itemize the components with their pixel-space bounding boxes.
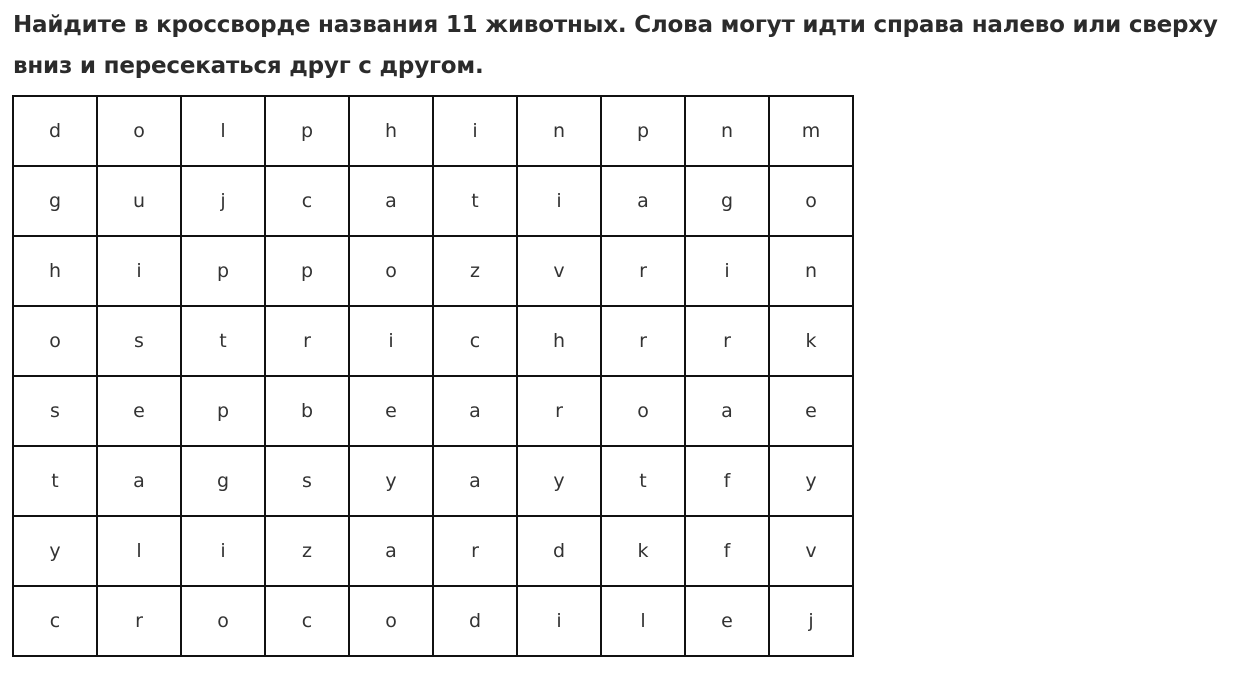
- crossword-cell: y: [769, 446, 853, 516]
- crossword-cell: g: [181, 446, 265, 516]
- crossword-cell: s: [265, 446, 349, 516]
- crossword-cell: t: [433, 166, 517, 236]
- crossword-cell: d: [517, 516, 601, 586]
- crossword-cell: c: [265, 166, 349, 236]
- crossword-cell: o: [769, 166, 853, 236]
- crossword-cell: f: [685, 516, 769, 586]
- crossword-row: [13, 376, 853, 446]
- crossword-grid: [12, 95, 854, 657]
- crossword-cell: v: [517, 236, 601, 306]
- crossword-cell: n: [517, 96, 601, 166]
- crossword-cell: p: [265, 236, 349, 306]
- crossword-cell: h: [517, 306, 601, 376]
- crossword-cell: e: [349, 376, 433, 446]
- crossword-cell: y: [13, 516, 97, 586]
- crossword-cell: o: [349, 586, 433, 656]
- crossword-cell: y: [517, 446, 601, 516]
- crossword-cell: b: [265, 376, 349, 446]
- crossword-cell: e: [685, 586, 769, 656]
- crossword-cell: l: [97, 516, 181, 586]
- crossword-cell: a: [433, 446, 517, 516]
- crossword-cell: j: [181, 166, 265, 236]
- crossword-cell: o: [349, 236, 433, 306]
- crossword-cell: f: [685, 446, 769, 516]
- crossword-cell: p: [181, 236, 265, 306]
- crossword-row: [13, 236, 853, 306]
- crossword-cell: i: [349, 306, 433, 376]
- crossword-cell: d: [433, 586, 517, 656]
- crossword-cell: c: [13, 586, 97, 656]
- crossword-cell: o: [181, 586, 265, 656]
- crossword-cell: r: [265, 306, 349, 376]
- crossword-cell: e: [769, 376, 853, 446]
- crossword-cell: n: [685, 96, 769, 166]
- crossword-cell: a: [433, 376, 517, 446]
- crossword-cell: r: [685, 306, 769, 376]
- crossword-cell: a: [685, 376, 769, 446]
- crossword-cell: u: [97, 166, 181, 236]
- crossword-cell: k: [769, 306, 853, 376]
- crossword-grid-container: [12, 95, 854, 657]
- crossword-cell: p: [181, 376, 265, 446]
- crossword-cell: o: [97, 96, 181, 166]
- crossword-cell: a: [601, 166, 685, 236]
- crossword-cell: c: [433, 306, 517, 376]
- crossword-cell: h: [349, 96, 433, 166]
- crossword-cell: o: [601, 376, 685, 446]
- task-instruction: Найдите в кроссворде названия 11 животных. Слова могут идти справа налево или сверху вниз и пересекаться друг с другом.: [13, 12, 1218, 79]
- crossword-cell: i: [685, 236, 769, 306]
- crossword-cell: r: [433, 516, 517, 586]
- crossword-cell: r: [601, 236, 685, 306]
- crossword-cell: r: [517, 376, 601, 446]
- crossword-cell: i: [517, 166, 601, 236]
- crossword-cell: l: [181, 96, 265, 166]
- crossword-cell: a: [97, 446, 181, 516]
- crossword-cell: n: [769, 236, 853, 306]
- crossword-cell: z: [265, 516, 349, 586]
- crossword-row: [13, 166, 853, 236]
- crossword-cell: m: [769, 96, 853, 166]
- crossword-row: [13, 96, 853, 166]
- crossword-cell: z: [433, 236, 517, 306]
- crossword-cell: r: [601, 306, 685, 376]
- crossword-cell: a: [349, 166, 433, 236]
- crossword-cell: p: [265, 96, 349, 166]
- crossword-cell: r: [97, 586, 181, 656]
- crossword-cell: p: [601, 96, 685, 166]
- crossword-cell: a: [349, 516, 433, 586]
- crossword-cell: c: [265, 586, 349, 656]
- crossword-row: [13, 446, 853, 516]
- crossword-cell: s: [13, 376, 97, 446]
- crossword-cell: o: [13, 306, 97, 376]
- crossword-cell: t: [13, 446, 97, 516]
- crossword-row: [13, 516, 853, 586]
- crossword-row: [13, 586, 853, 656]
- crossword-cell: d: [13, 96, 97, 166]
- crossword-cell: g: [685, 166, 769, 236]
- crossword-cell: s: [97, 306, 181, 376]
- crossword-cell: g: [13, 166, 97, 236]
- crossword-cell: i: [97, 236, 181, 306]
- crossword-cell: i: [181, 516, 265, 586]
- crossword-cell: h: [13, 236, 97, 306]
- crossword-cell: i: [433, 96, 517, 166]
- crossword-cell: i: [517, 586, 601, 656]
- crossword-cell: j: [769, 586, 853, 656]
- crossword-cell: y: [349, 446, 433, 516]
- crossword-cell: e: [97, 376, 181, 446]
- crossword-row: [13, 306, 853, 376]
- crossword-cell: l: [601, 586, 685, 656]
- crossword-cell: t: [601, 446, 685, 516]
- crossword-cell: k: [601, 516, 685, 586]
- crossword-cell: v: [769, 516, 853, 586]
- crossword-cell: t: [181, 306, 265, 376]
- crossword-grid-body: [13, 96, 853, 656]
